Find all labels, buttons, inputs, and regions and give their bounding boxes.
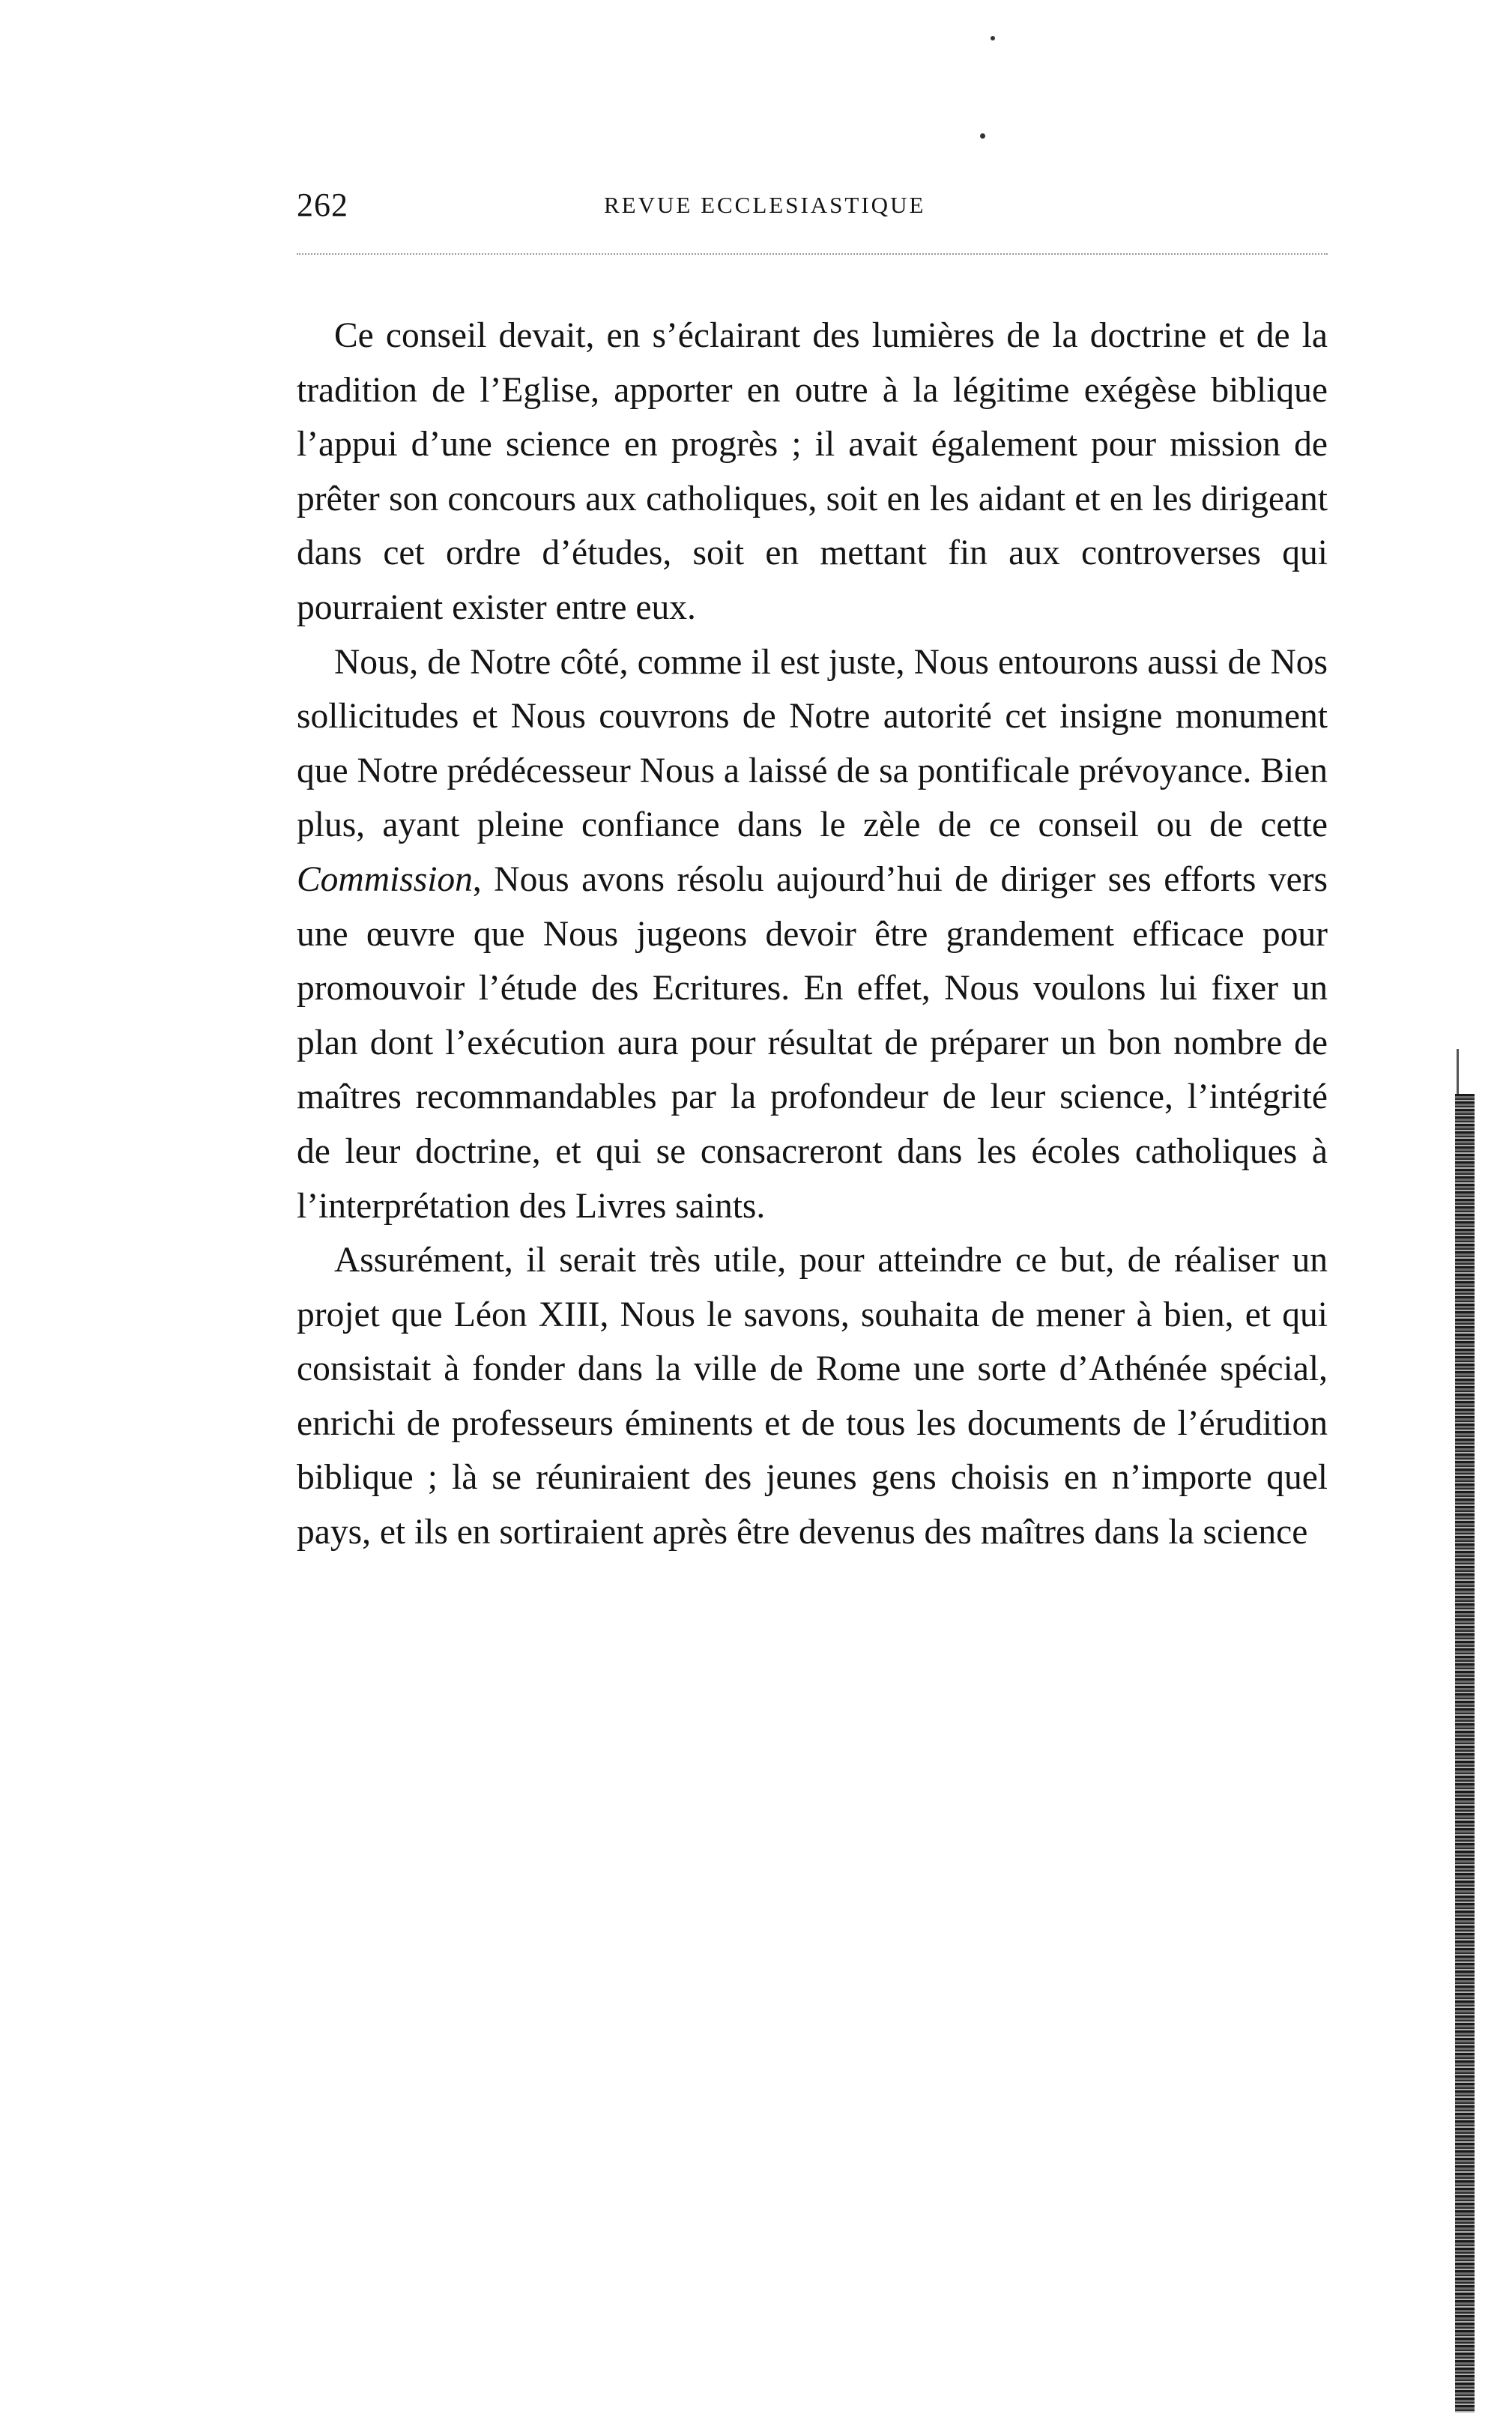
scan-speck [991, 36, 995, 40]
body-text [297, 309, 1328, 1560]
paragraph-1: Ce conseil devait, en s’éclairant des lumières de la doctrine et de la tradition de l’Eglise, apporter en outre à la légitime exégèse biblique l’appui d’une science en progrès ; il avait également pour mission de prêter son concours aux catholiques, soit en les aidant et en les dirigeant dans cet ordre d’études, soit en mettant fin aux controverses qui pourraient exister entre eux. [297, 316, 1328, 627]
header-rule [297, 253, 1328, 255]
scan-speck [980, 133, 985, 139]
paragraph-2-emphasis: Commission [297, 859, 473, 899]
paragraph-3: Assurément, il serait très utile, pour atteindre ce but, de réaliser un projet que Léon XIII, Nous le savons, souhaita de mener à bien, et qui consistait à fonder dans la ville de Rome une sorte d’Athénée spécial, enrichi de professeurs éminents et de tous les documents de l’érudition biblique ; là se réuniraient des jeunes gens choisis en n’importe quel pays, et ils en sortiraient après être devenus des maîtres dans la science [297, 1241, 1328, 1552]
page-header [297, 183, 1328, 228]
page-number: 262 [297, 187, 348, 223]
paragraph-2-text-before: Nous, de Notre côté, comme il est juste, Nous entourons aussi de Nos sollicitudes et Nous couvrons de Notre autorité cet insigne monument que Notre prédécesseur Nous a laissé de sa pontificale prévoyance. Bien plus, ayant pleine confiance dans le zèle de ce conseil ou de cette [297, 642, 1328, 845]
paragraph-2 [297, 635, 1328, 1234]
running-title: REVUE ECCLESIASTIQUE [604, 192, 926, 218]
paragraph-2-text-after: , Nous avons résolu aujourd’hui de diriger ses efforts vers une œuvre que Nous jugeons devoir être grandement efficace pour promouvoir l’étude des Ecritures. En effet, Nous voulons lui fixer un plan dont l’exécution aura pour résultat de préparer un bon nombre de maîtres recommandables par la profondeur de leur science, l’intégrité de leur doctrine, et qui se consacreront dans les écoles catholiques à l’interprétation des Livres saints. [297, 859, 1328, 1226]
scan-edge-strip [1455, 1094, 1475, 2413]
